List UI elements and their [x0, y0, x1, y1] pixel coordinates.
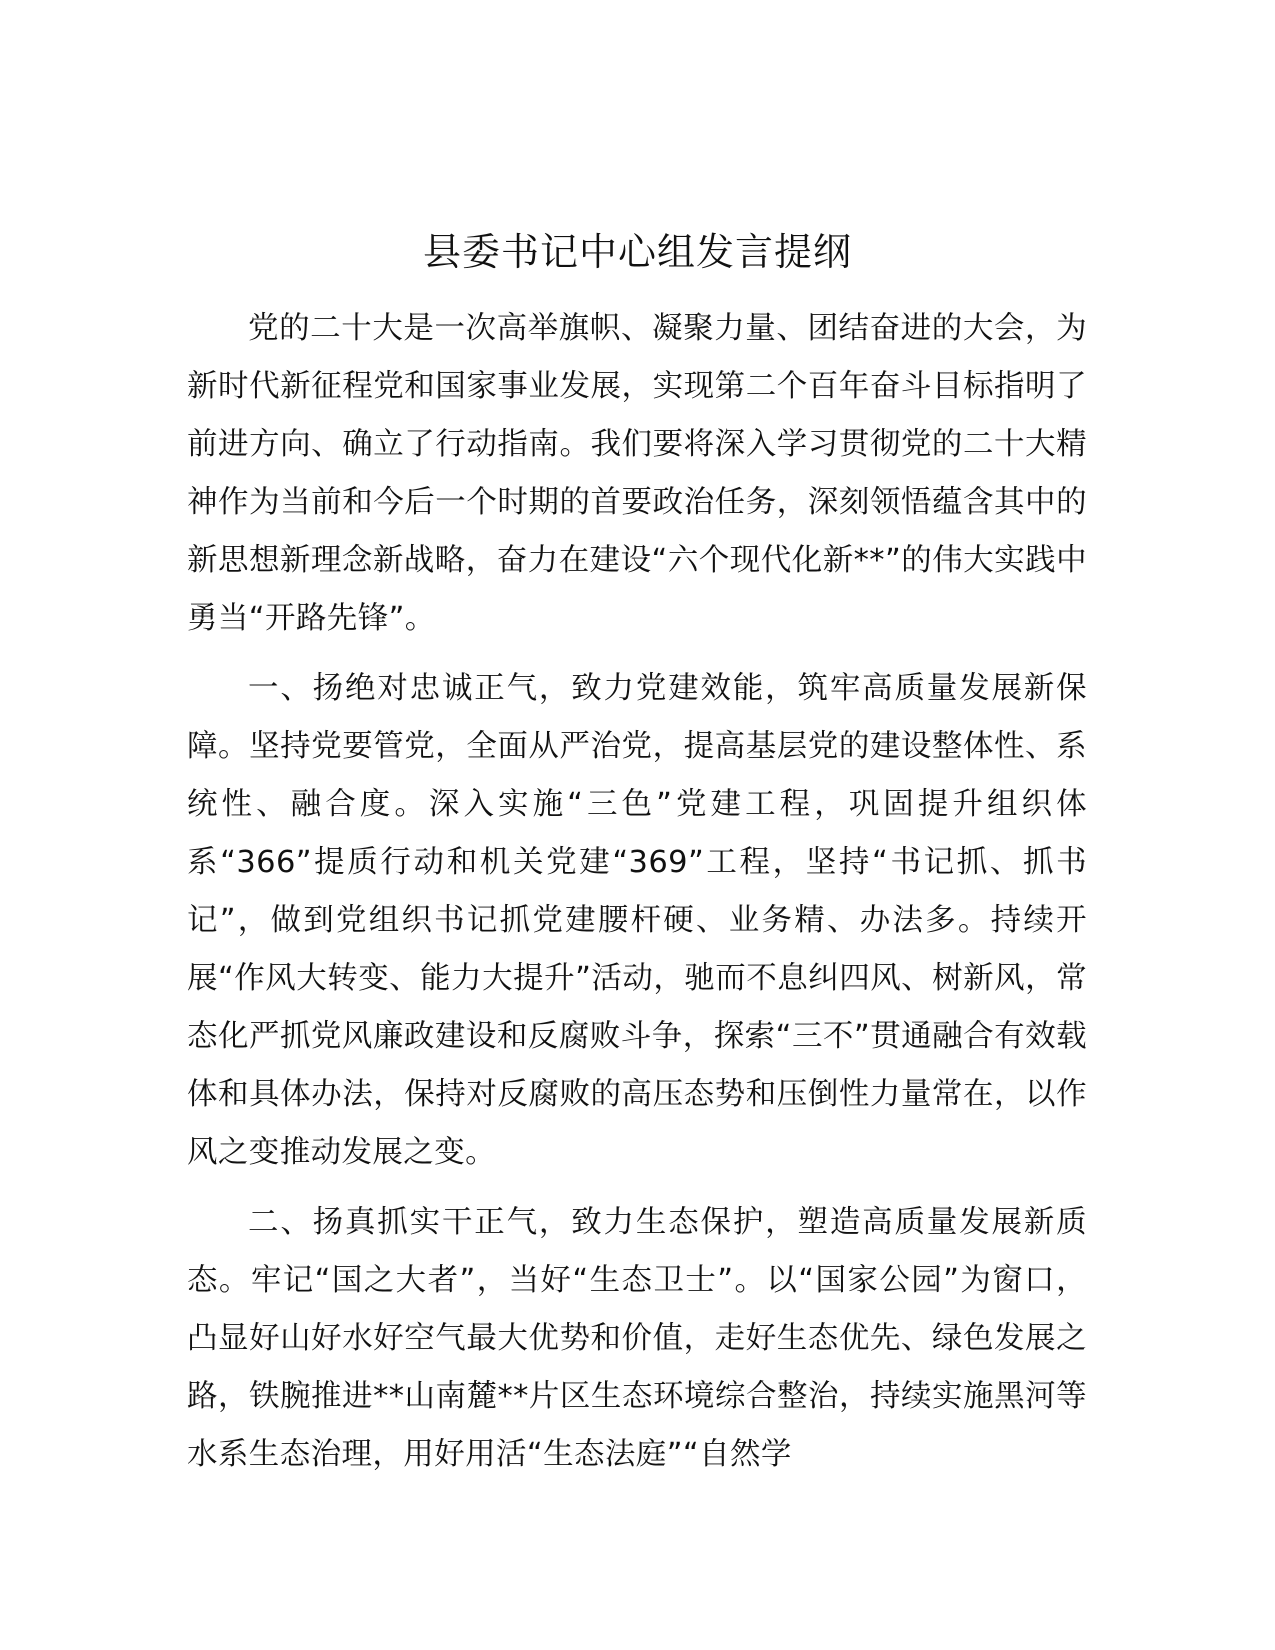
document-title: 县委书记中心组发言提纲 — [422, 230, 852, 274]
paragraph-section-one: 一、扬绝对忠诚正气，致力党建效能，筑牢高质量发展新保障。坚持党要管党，全面从严治党，提高基层党的建设整体性、系统性、融合度。深入实施“三色”党建工程，巩固提升组织体系“366”提质行动和机关党建“369”工程，坚持“书记抓、抓书记”，做到党组织书记抓党建腰杆硬、业务精、办法多。持续开展“作风大转变、能力大提升”活动，驰而不息纠四风、树新风，常态化严抓党风廉政建设和反腐败斗争，探索“三不”贯通融合有效载体和具体办法，保持对反腐败的高压态势和压倒性力量常在，以作风之变推动发展之变。 — [187, 671, 1087, 1170]
document-body — [187, 300, 1087, 1496]
paragraph-section-two: 二、扬真抓实干正气，致力生态保护，塑造高质量发展新质态。牢记“国之大者”，当好“生态卫士”。以“国家公园”为窗口，凸显好山好水好空气最大优势和价值，走好生态优先、绿色发展之路，铁腕推进**山南麓**片区生态环境综合整治，持续实施黑河等水系生态治理，用好用活“生态法庭”“自然学 — [187, 1205, 1087, 1472]
paragraph-intro: 党的二十大是一次高举旗帜、凝聚力量、团结奋进的大会，为新时代新征程党和国家事业发展，实现第二个百年奋斗目标指明了前进方向、确立了行动指南。我们要将深入学习贯彻党的二十大精神作为当前和今后一个时期的首要政治任务，深刻领悟蕴含其中的新思想新理念新战略，奋力在建设“六个现代化新**”的伟大实践中勇当“开路先锋”。 — [187, 311, 1087, 636]
